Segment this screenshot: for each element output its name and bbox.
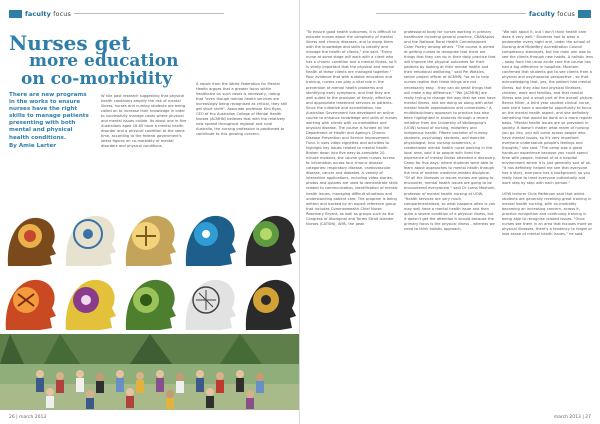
head-tile-5 [240, 206, 300, 270]
head-tile-2 [60, 206, 120, 270]
section-tab-marker [9, 10, 22, 18]
head-tile-9 [180, 270, 240, 334]
headline-line-1: Nurses get [9, 31, 131, 55]
body-column-5: professional body for nurses working in primary healthcare including general practice, CRANAplus and the National Rural Health Commissioned Carer Poetry among others. "The course is aimed at getting nurses to recognise that there are things that they can do in their daily practice that will improve the physical outcomes for their patients by looking at their mental health and their emotional wellbeing," said Pei Watkins, senior project officer at ACMHN, "so as to help nurses realise that those things are not necessarily easy - they can do small things that will make a big difference." "We [ACMHN] are really trying to change the way that we care have mental illness, and are doing so along with other mental health organisations and universities." A multidisciplinary approach to practice has also been highlighted in students through a recent initiative from the University of Wollongong's (UOW) school of nursing, midwifery and indigenous health. Fifteen bachelor of nursing students, psychology students, and exercise physiologist, tour nursing academics, a credentialed mental health nurse working in the local area, said it to people with lived the experience of mental illness attended a discovery. Camp for five days, where students were able to learn about approaches to mental health through the lens of another medicine-related discipline. "Of all the illnesses or issues nurses are going to encounter, mental health issues are going to be encountered everywhere," said Dr Lorna Moxham, professor of mental health nursing at UOW. "Health services are very much compartmentalised, so what happens often is you may well have a mental health issue and then quite a severe condition of a physical illness, but it doesn't get the attention it should because the primary focus is the physical illness - whereas we need to think holistic approach. [404, 30, 496, 231]
head-tile-6 [0, 270, 60, 334]
body-column-4: "To ensure good health outcomes, it is difficult to educate nurses about the complexity of mental illness and chronic diseases, and to equip them with the knowledge and skills to identify and manage the health of clients," she said. "Every nurse at some stage will work with a client who has a chronic condition and a mental illness, so it is vitally important that the physical and mental health of these clients are managed together." Poor evidence that with suitable education and training, nurses can play a vital role in the prevention of mental health problems and identifying early symptoms, and that they are well suited to the provision of timely, effective and appropriate treatment services to patients. Since the initiative and accreditation, the Australian Government has developed an online course to enhance knowledge and skills of nurses working with clients with co-morbidities and physical disease. The course is funded by the Department of Health and Ageing's Chronic Disease Prevention and Service Improvement Fund. It uses video vignettes and activities to highlight key issues related to mental health. Broken down into five easy-to-complete 20-minute modules, the course gives nurses access to information across four chronic disease categories: respiratory disease, cardiovascular disease, cancer and diabetes. A variety of interactive applications, including video stories, photos and quizzes are used to demonstrate skills related to communication, identification of mental health issues, managing difficult situations and understanding patient care. The program is being written and backed by an expert reference group that includes Commonwealth Chief Nurse Rosemary Bryant, as well as groups such as the Congress of Aboriginal and Torres Strait Islander Nurses (CATSIN), AIPA, the peak [306, 30, 398, 226]
standfirst [9, 92, 92, 150]
head-tile-10 [240, 270, 300, 334]
section-tab-right [376, 9, 591, 18]
body-column-2: A report from the World Federation for Mental Health argues that a greater focus within healthcare on such cases is necessary, noting that "even though mental health services are increasingly being recognised as critical, they still get short shrift". Associate professor Kim Ryan, CEO of the Australian College of Mental Health Nurses (ACMHN) believes that with the relatively new spread throughout regional and rural Australia, the nursing profession is positioned to contribute to this growing concern. [196, 82, 287, 137]
head-tile-7 [60, 270, 120, 334]
section-tab [9, 9, 224, 18]
headline-line-2: more education [29, 51, 179, 71]
head-tile-3 [120, 206, 180, 270]
page-folio-right: march 2013 | 27 [553, 415, 591, 420]
body-column-6 [502, 30, 594, 237]
headline-line-3: on co-morbidity [21, 69, 173, 89]
head-tile-8 [120, 270, 180, 334]
body-column-6-part-2: UOW lecturer Chris Patterson said that whilst students are generally receiving great training in mental health nursing, with co-morbidity becoming an increasing concern, across it, practice recognition and continuing training in being able to recognise related issues. "Once nurses see them in an area that focuses more on physical illnesses, there's a tendency to forget or lose sense of mental health issues," he said. [502, 191, 593, 236]
heads-illustration [0, 206, 300, 334]
section-rule [74, 13, 224, 14]
page-folio-left: 26 | march 2013 [9, 415, 47, 420]
section-label-right: faculty focus [529, 9, 575, 18]
group-photo [0, 334, 300, 410]
headline [9, 31, 179, 89]
right-page [300, 0, 600, 424]
section-rule-right [376, 13, 526, 14]
standfirst-text: There are new programs in the works to ensure nurses have the right skills to manage patients presenting with both mental and physical health conditions. [9, 92, 89, 141]
byline: By Amie Larter [9, 142, 56, 149]
body-column-1: W hile past research suggesting that physical health conditions amplify the risk of mental illness, nurses and nursing students are being called on to increase their knowledge in order to successfully manage cases where physical and mental issues collide. Its about one in five Australians aged 16-85 have a mental health disorder and a physical condition at the same time, according to the federal government's latest figures on co-morbidity of mental disorders and physical conditions. [101, 94, 187, 149]
head-tile-4 [180, 206, 240, 270]
body-column-6-part-1: "We talk about it, but I don't think health care does it very well." Students had to wear a pedometer every night and, under the school of Nursing and Midwifery Accreditation Council competency standards, but the main aim was to see the clients through new habits. A holistic lens - away from the usual acute care the course has had a big difference in hospitals. Moxham confirmed that students got to see clients from a physical and psychosocial perspective - so that acknowledging that, yes, the patient had mental illness, but they also had physical illnesses, children, work and families, and that mental illness was just a small part of the overall picture. Bernie Miller, a third year student clinical nurse, said she'd have a wonderful opportunity to focus on the mental health aspect, and she definitely something that would be done on a more regular basis. "Mental health issues are so prevalent in society. It doesn't matter what realm of nursing you go into, you will come across people who have mental issues, so it's very important everyone understands people's feelings and thoughts," she said. "The camp was a great hands-on experience because you could spend time with people, instead of at a hospital environment where it is just generally sort of ok. "It has definitely helped me see that everyone has a story, everyone has a background, so you really have to treat everyone individually and work step by step with each person." [502, 30, 594, 186]
section-label: faculty focus [25, 9, 71, 18]
section-tab-marker-right [578, 10, 591, 18]
head-tile-1 [0, 206, 60, 270]
